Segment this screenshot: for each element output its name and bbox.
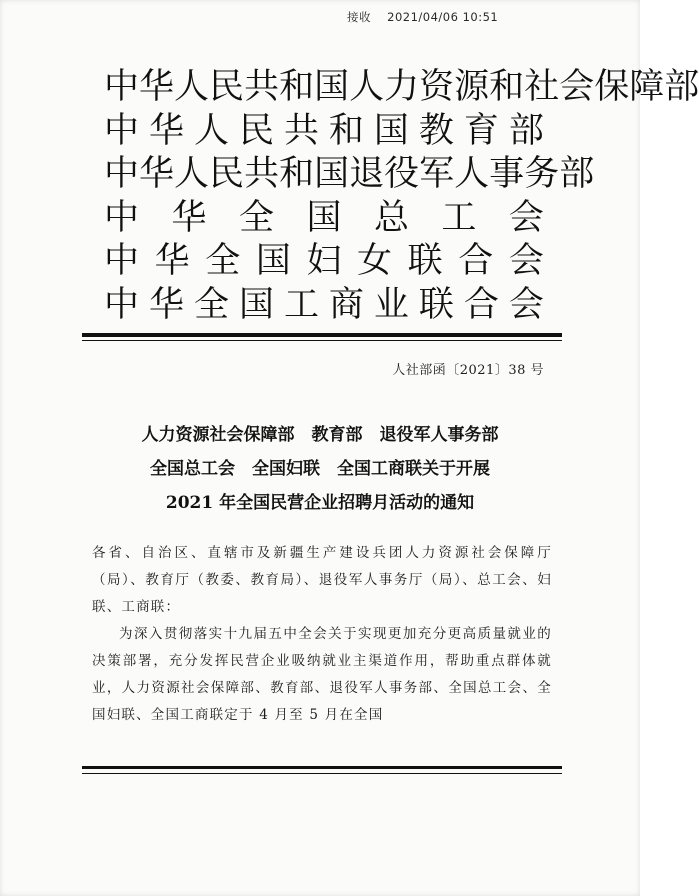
issuer-char: 中 [104, 197, 140, 238]
issuer-char: 事 [489, 154, 525, 194]
issuer-char: 中 [104, 154, 140, 194]
document-number: 人社部函〔2021〕38 号 [392, 363, 544, 378]
receipt-label: 接收 [347, 10, 371, 24]
issuer-char: 国 [314, 154, 350, 194]
issuer-char: 会 [508, 197, 544, 238]
issuer-char: 人 [454, 154, 490, 194]
issuer-char: 联 [418, 284, 454, 325]
footer-divider-thin [82, 773, 562, 774]
receipt-stamp [347, 9, 510, 25]
issuer-char: 华 [139, 67, 175, 107]
issuer-char: 华 [148, 284, 184, 325]
issuer-char: 民 [209, 154, 245, 194]
header-divider-thin [82, 340, 562, 341]
issuer-char: 中 [104, 67, 140, 107]
title-line-1: 人力资源社会保障部 教育部 退役军人事务部 [141, 425, 499, 445]
issuer-char: 国 [255, 241, 291, 281]
issuer-char: 华 [148, 110, 184, 151]
issuer-char: 工 [441, 197, 477, 238]
issuer-char: 华 [171, 197, 207, 238]
issuer-line [104, 197, 544, 241]
issuer-char: 和 [279, 67, 315, 107]
issuer-line [104, 153, 595, 197]
title-line-3: 2021 年全国民营企业招聘月活动的通知 [165, 493, 475, 513]
issuer-char: 联 [407, 241, 443, 281]
issuer-char: 人 [174, 67, 210, 107]
issuer-char: 总 [373, 197, 409, 238]
issuer-char: 会 [559, 67, 595, 107]
issuer-char: 源 [454, 67, 490, 107]
issuer-line [104, 284, 544, 328]
issuer-char: 华 [139, 154, 175, 194]
issuer-char: 役 [384, 154, 420, 194]
issuer-char: 合 [458, 241, 494, 281]
issuer-char: 保 [594, 67, 630, 107]
issuer-char: 全 [205, 241, 241, 281]
issuer-char: 中 [104, 110, 140, 151]
issuer-char: 部 [559, 154, 595, 194]
issuer-char: 障 [629, 67, 665, 107]
issuer-line [104, 110, 544, 154]
issuer-char: 国 [373, 110, 409, 151]
issuing-organizations [104, 66, 699, 327]
issuer-char: 中 [104, 241, 140, 281]
issuer-char: 全 [193, 284, 229, 325]
issuer-char: 华 [154, 241, 190, 281]
issuer-char: 共 [283, 110, 319, 151]
issuer-char: 业 [373, 284, 409, 325]
issuer-char: 合 [463, 284, 499, 325]
receipt-datetime: 2021/04/06 10:51 [387, 10, 499, 24]
issuer-char: 人 [349, 67, 385, 107]
issuer-char: 资 [419, 67, 455, 107]
issuer-char: 力 [384, 67, 420, 107]
header-divider-thick [82, 333, 562, 337]
issuer-char: 人 [193, 110, 229, 151]
issuer-char: 务 [524, 154, 560, 194]
document-title [80, 418, 560, 520]
issuer-char: 退 [349, 154, 385, 194]
issuer-char: 部 [664, 67, 699, 107]
issuer-char: 育 [463, 110, 499, 151]
issuer-char: 国 [306, 197, 342, 238]
body-paragraph: 为深入贯彻落实十九届五中全会关于实现更加充分更高质量就业的决策部署，充分发挥民营企业吸纳就业主渠道作用，帮助重点群体就业，人力资源社会保障部、教育部、退役军人事务部、全国总工会、全国妇联、全国工商联定于 4 月至 5 月在全国 [92, 626, 552, 723]
issuer-char: 会 [508, 241, 544, 281]
issuer-char: 民 [209, 67, 245, 107]
title-line-2: 全国总工会 全国妇联 全国工商联关于开展 [150, 459, 490, 479]
issuer-char: 和 [328, 110, 364, 151]
issuer-line [104, 66, 699, 110]
issuer-char: 会 [508, 284, 544, 325]
footer-divider-thick [82, 766, 562, 769]
issuer-line [104, 240, 544, 284]
issuer-char: 妇 [306, 241, 342, 281]
issuer-char: 女 [357, 241, 393, 281]
issuer-char: 国 [314, 67, 350, 107]
issuer-char: 社 [524, 67, 560, 107]
issuer-char: 人 [174, 154, 210, 194]
addressee: 各省、自治区、直辖市及新疆生产建设兵团人力资源社会保障厅（局）、教育厅（教委、教育局）、退役军人事务厅（局）、总工会、妇联、工商联： [92, 545, 552, 615]
issuer-char: 中 [104, 284, 140, 325]
issuer-char: 工 [283, 284, 319, 325]
issuer-char: 国 [238, 284, 274, 325]
issuer-char: 全 [238, 197, 274, 238]
issuer-char: 教 [418, 110, 454, 151]
issuer-char: 共 [244, 67, 280, 107]
document-body [92, 540, 552, 729]
issuer-char: 部 [508, 110, 544, 151]
issuer-char: 和 [279, 154, 315, 194]
issuer-char: 民 [238, 110, 274, 151]
issuer-char: 军 [419, 154, 455, 194]
issuer-char: 共 [244, 154, 280, 194]
issuer-char: 和 [489, 67, 525, 107]
issuer-char: 商 [328, 284, 364, 325]
